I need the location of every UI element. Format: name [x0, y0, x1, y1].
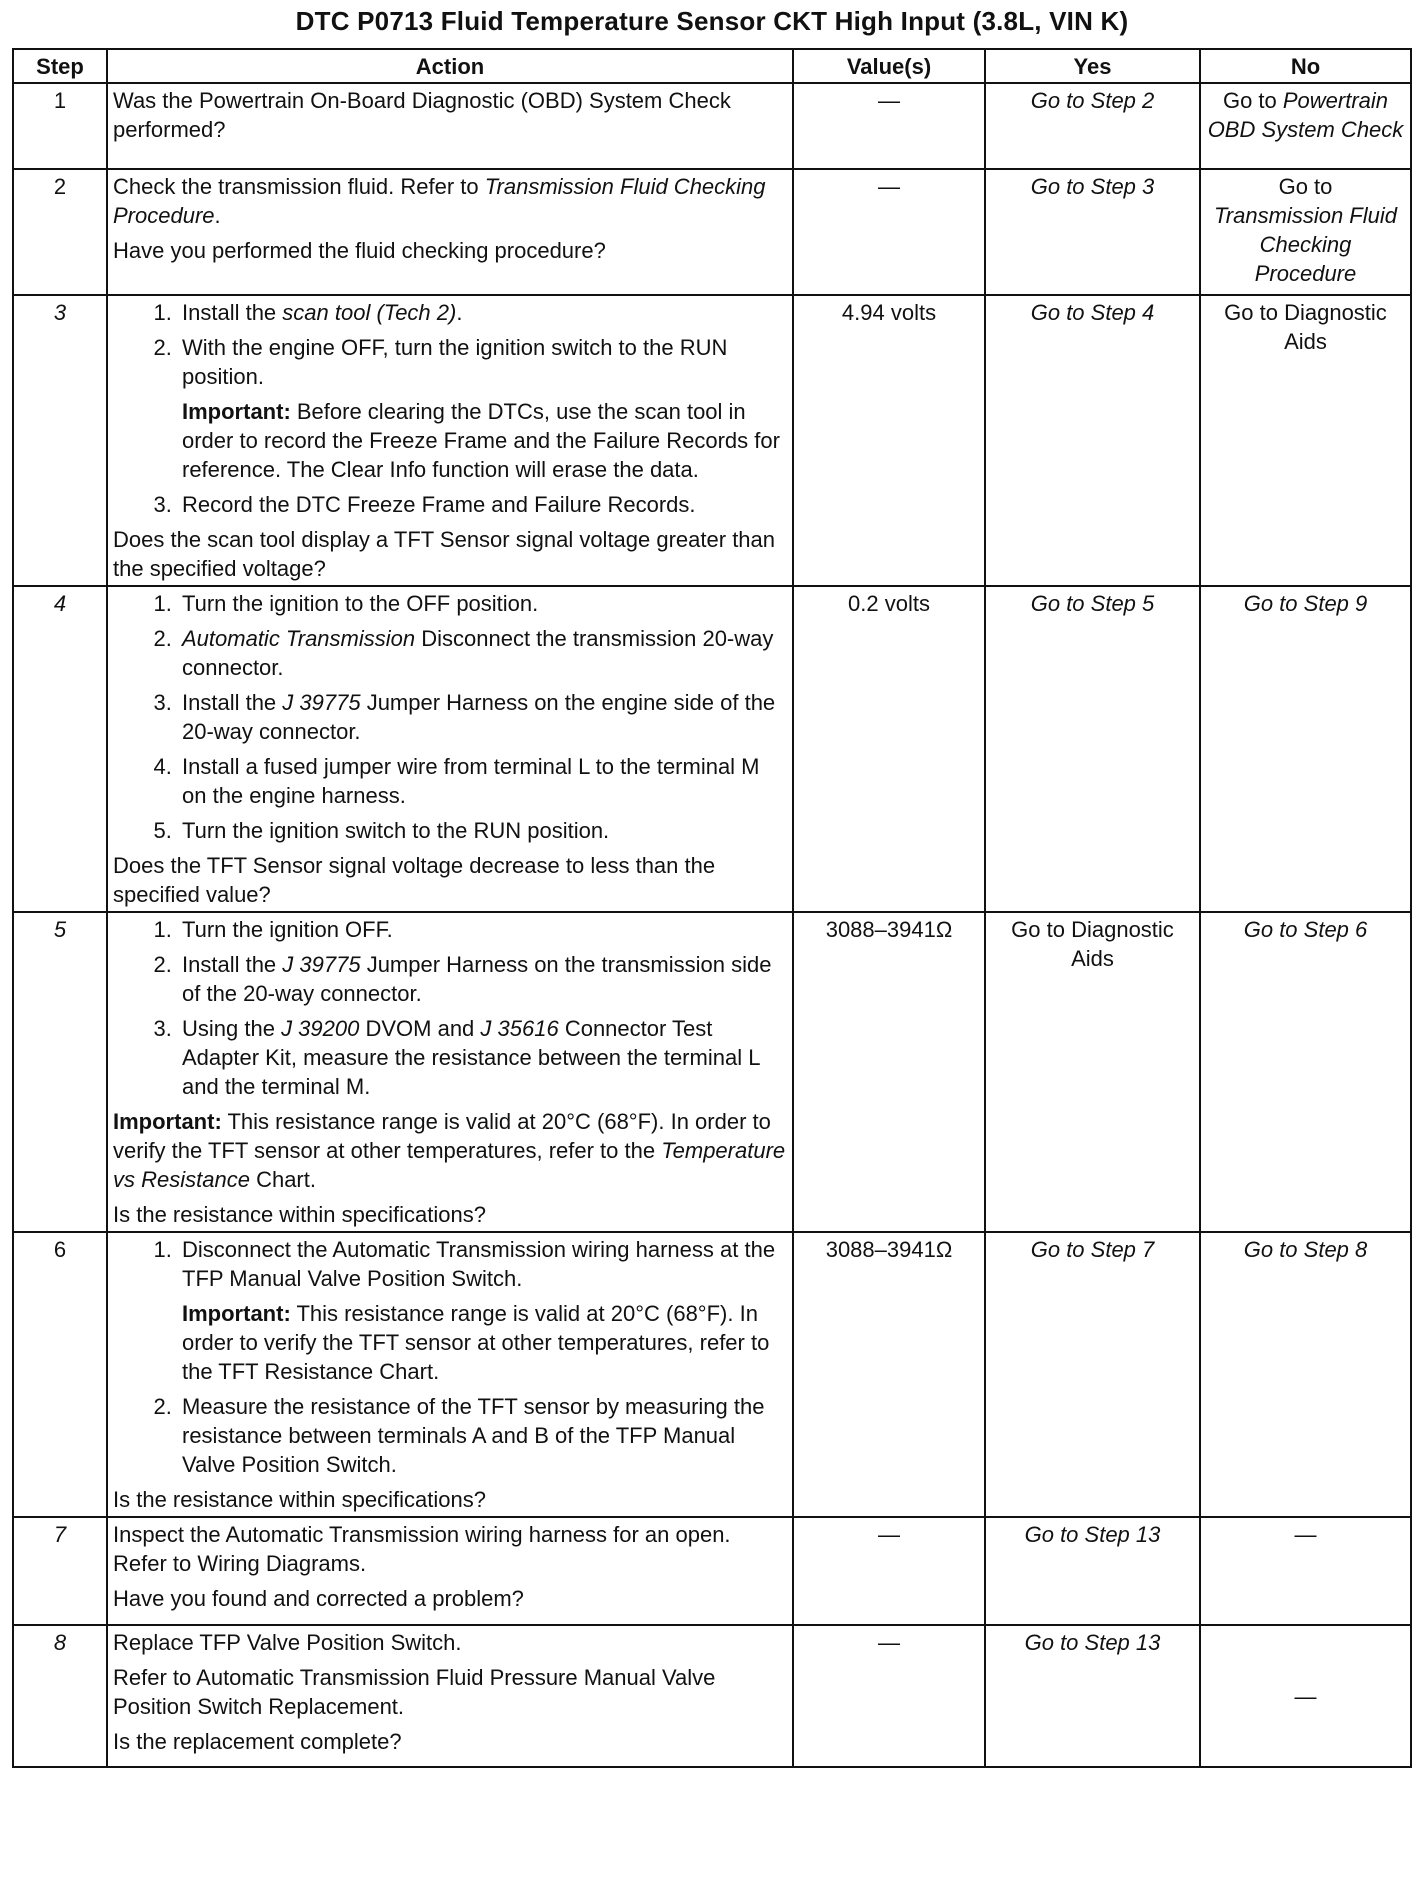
action-steps [113, 915, 787, 1101]
value-cell: 4.94 volts [793, 295, 985, 586]
header-step: Step [13, 49, 107, 83]
no-link[interactable]: Go to Step 6 [1200, 912, 1411, 1232]
value-cell: 0.2 volts [793, 586, 985, 912]
action-question: Is the resistance within specifications? [113, 1487, 486, 1512]
yes-link[interactable]: Go to Step 4 [985, 295, 1200, 586]
yes-link[interactable]: Go to Step 13 [985, 1517, 1200, 1625]
diagnostic-table [12, 48, 1412, 1768]
no-link[interactable] [1200, 83, 1411, 169]
tool-reference: J 35616 [480, 1016, 559, 1041]
system-reference: Automatic Transmission [182, 626, 416, 651]
tool-reference: J 39775 [282, 690, 361, 715]
important-note [182, 1299, 787, 1386]
action-text: Replace TFP Valve Position Switch. [113, 1630, 462, 1655]
action-steps [113, 589, 787, 845]
step-number: 2 [13, 169, 107, 295]
value-cell: 3088–3941Ω [793, 912, 985, 1232]
no-link-target: Transmission Fluid Checking Procedure [1214, 203, 1397, 286]
action-steps [113, 298, 787, 519]
header-values: Value(s) [793, 49, 985, 83]
important-label: Important: [182, 399, 291, 424]
tool-reference: J 39200 [281, 1016, 360, 1041]
important-note [182, 397, 787, 484]
step-number: 5 [13, 912, 107, 1232]
important-text: This resistance range is valid at 20°C (68°F). In order to verify the TFT sensor at other temperatures, refer to the [113, 1109, 771, 1163]
action-question: Have you found and corrected a problem? [113, 1586, 524, 1611]
list-item [178, 1392, 787, 1479]
list-item-text: Disconnect the Automatic Transmission wiring harness at the TFP Manual Valve Position Switch. [182, 1237, 776, 1291]
list-item-text: Measure the resistance of the TFT sensor by measuring the resistance between terminals A and B of the TFP Manual Valve Position Switch. [182, 1394, 765, 1477]
step-number: 1 [13, 83, 107, 169]
no-value: — [1200, 1625, 1411, 1767]
step-number: 8 [13, 1625, 107, 1767]
no-link-target: Powertrain OBD System Check [1207, 88, 1404, 142]
no-link[interactable]: Go to Step 8 [1200, 1232, 1411, 1517]
value-cell: — [793, 83, 985, 169]
action-cell [107, 586, 793, 912]
table-row-step-1 [13, 83, 1411, 169]
no-link[interactable]: Go to Diagnostic Aids [1200, 295, 1411, 586]
header-yes: Yes [985, 49, 1200, 83]
important-text: This resistance range is valid at 20°C (68°F). In order to verify the TFT sensor at other temperatures, refer to the TFT Resistance Chart. [182, 1301, 770, 1384]
yes-link[interactable]: Go to Step 7 [985, 1232, 1200, 1517]
table-row-step-8 [13, 1625, 1411, 1767]
table-row-step-2 [13, 169, 1411, 295]
list-item [178, 688, 787, 746]
action-question: Was the Powertrain On-Board Diagnostic (OBD) System Check performed? [113, 88, 731, 142]
list-item [178, 298, 787, 327]
list-item-text: Install a fused jumper wire from terminal L to the terminal M on the engine harness. [182, 754, 760, 808]
table-row-step-3 [13, 295, 1411, 586]
list-item-text: Install the [182, 952, 283, 977]
action-text: Refer to Automatic Transmission Fluid Pressure Manual Valve Position Switch Replacement. [113, 1665, 716, 1719]
important-label: Important: [182, 1301, 291, 1326]
yes-link[interactable]: Go to Step 2 [985, 83, 1200, 169]
list-item-text: Using the [182, 1016, 282, 1041]
page-title: DTC P0713 Fluid Temperature Sensor CKT High Input (3.8L, VIN K) [295, 6, 1129, 36]
list-item [178, 490, 787, 519]
table-row-step-4 [13, 586, 1411, 912]
tool-reference: J 39775 [282, 952, 361, 977]
step-number: 3 [13, 295, 107, 586]
value-cell: — [793, 169, 985, 295]
value-cell: — [793, 1517, 985, 1625]
yes-link[interactable]: Go to Step 5 [985, 586, 1200, 912]
list-item-text: Jumper Harness on the engine side of the 20-way connector. [182, 690, 776, 744]
no-link-prefix: Go to [1278, 174, 1333, 199]
header-row [13, 49, 1411, 83]
list-item-text: . [456, 300, 463, 325]
list-item [178, 1014, 787, 1101]
no-link[interactable]: Go to Step 9 [1200, 586, 1411, 912]
action-steps [113, 1235, 787, 1479]
action-cell [107, 295, 793, 586]
list-item [178, 752, 787, 810]
action-cell [107, 1625, 793, 1767]
list-item-text: Turn the ignition to the OFF position. [182, 591, 539, 616]
list-item-text: DVOM and [359, 1016, 481, 1041]
no-value: — [1200, 1517, 1411, 1625]
action-cell [107, 912, 793, 1232]
list-item [178, 589, 787, 618]
yes-link[interactable]: Go to Step 13 [985, 1625, 1200, 1767]
list-item [178, 624, 787, 682]
list-item-text: Install the [182, 690, 283, 715]
step-number: 7 [13, 1517, 107, 1625]
action-text-a: Check the transmission fluid. Refer to [113, 174, 485, 199]
action-cell [107, 83, 793, 169]
list-item-text: Turn the ignition switch to the RUN position. [182, 818, 610, 843]
step-number: 6 [13, 1232, 107, 1517]
chart-reference: Temperature vs Resistance [113, 1138, 786, 1192]
table-row-step-5 [13, 912, 1411, 1232]
action-question: Is the replacement complete? [113, 1729, 402, 1754]
yes-link[interactable]: Go to Diagnostic Aids [985, 912, 1200, 1232]
list-item [178, 915, 787, 944]
no-link-prefix: Go to [1222, 88, 1283, 113]
action-cell [107, 169, 793, 295]
list-item [178, 816, 787, 845]
action-cell [107, 1517, 793, 1625]
table-row-step-6 [13, 1232, 1411, 1517]
action-text: Inspect the Automatic Transmission wiring harness for an open. Refer to Wiring Diagrams. [113, 1522, 731, 1576]
procedure-reference: Transmission Fluid Checking Procedure [113, 174, 766, 228]
important-text: Before clearing the DTCs, use the scan tool in order to record the Freeze Frame and the Failure Records for reference. The Clear Info function will erase the data. [182, 399, 780, 482]
list-item-text: Install the [182, 300, 283, 325]
list-item-text: With the engine OFF, turn the ignition switch to the RUN position. [182, 335, 728, 389]
no-link[interactable] [1200, 169, 1411, 295]
action-text [113, 172, 787, 230]
list-item [178, 950, 787, 1008]
list-item-text: Jumper Harness on the transmission side of the 20-way connector. [182, 952, 772, 1006]
yes-link[interactable]: Go to Step 3 [985, 169, 1200, 295]
list-item-text: Record the DTC Freeze Frame and Failure Records. [182, 492, 696, 517]
action-question: Does the TFT Sensor signal voltage decrease to less than the specified value? [113, 853, 716, 907]
action-text-end: . [214, 203, 221, 228]
list-item [178, 1235, 787, 1386]
tool-reference: scan tool (Tech 2) [282, 300, 457, 325]
table-row-step-7 [13, 1517, 1411, 1625]
list-item-text: Disconnect the transmission 20-way connector. [182, 626, 774, 680]
important-text: Chart. [249, 1167, 316, 1192]
important-note [113, 1107, 787, 1194]
step-number: 4 [13, 586, 107, 912]
action-question: Is the resistance within specifications? [113, 1202, 486, 1227]
list-item-text: Connector Test Adapter Kit, measure the resistance between the terminal L and the terminal M. [182, 1016, 760, 1099]
list-item-text: Turn the ignition OFF. [182, 917, 393, 942]
header-action: Action [107, 49, 793, 83]
important-label: Important: [113, 1109, 222, 1134]
list-item [178, 333, 787, 484]
action-question: Have you performed the fluid checking procedure? [113, 238, 606, 263]
action-question: Does the scan tool display a TFT Sensor signal voltage greater than the specified voltage? [113, 527, 776, 581]
action-cell [107, 1232, 793, 1517]
header-no: No [1200, 49, 1411, 83]
value-cell: — [793, 1625, 985, 1767]
value-cell: 3088–3941Ω [793, 1232, 985, 1517]
